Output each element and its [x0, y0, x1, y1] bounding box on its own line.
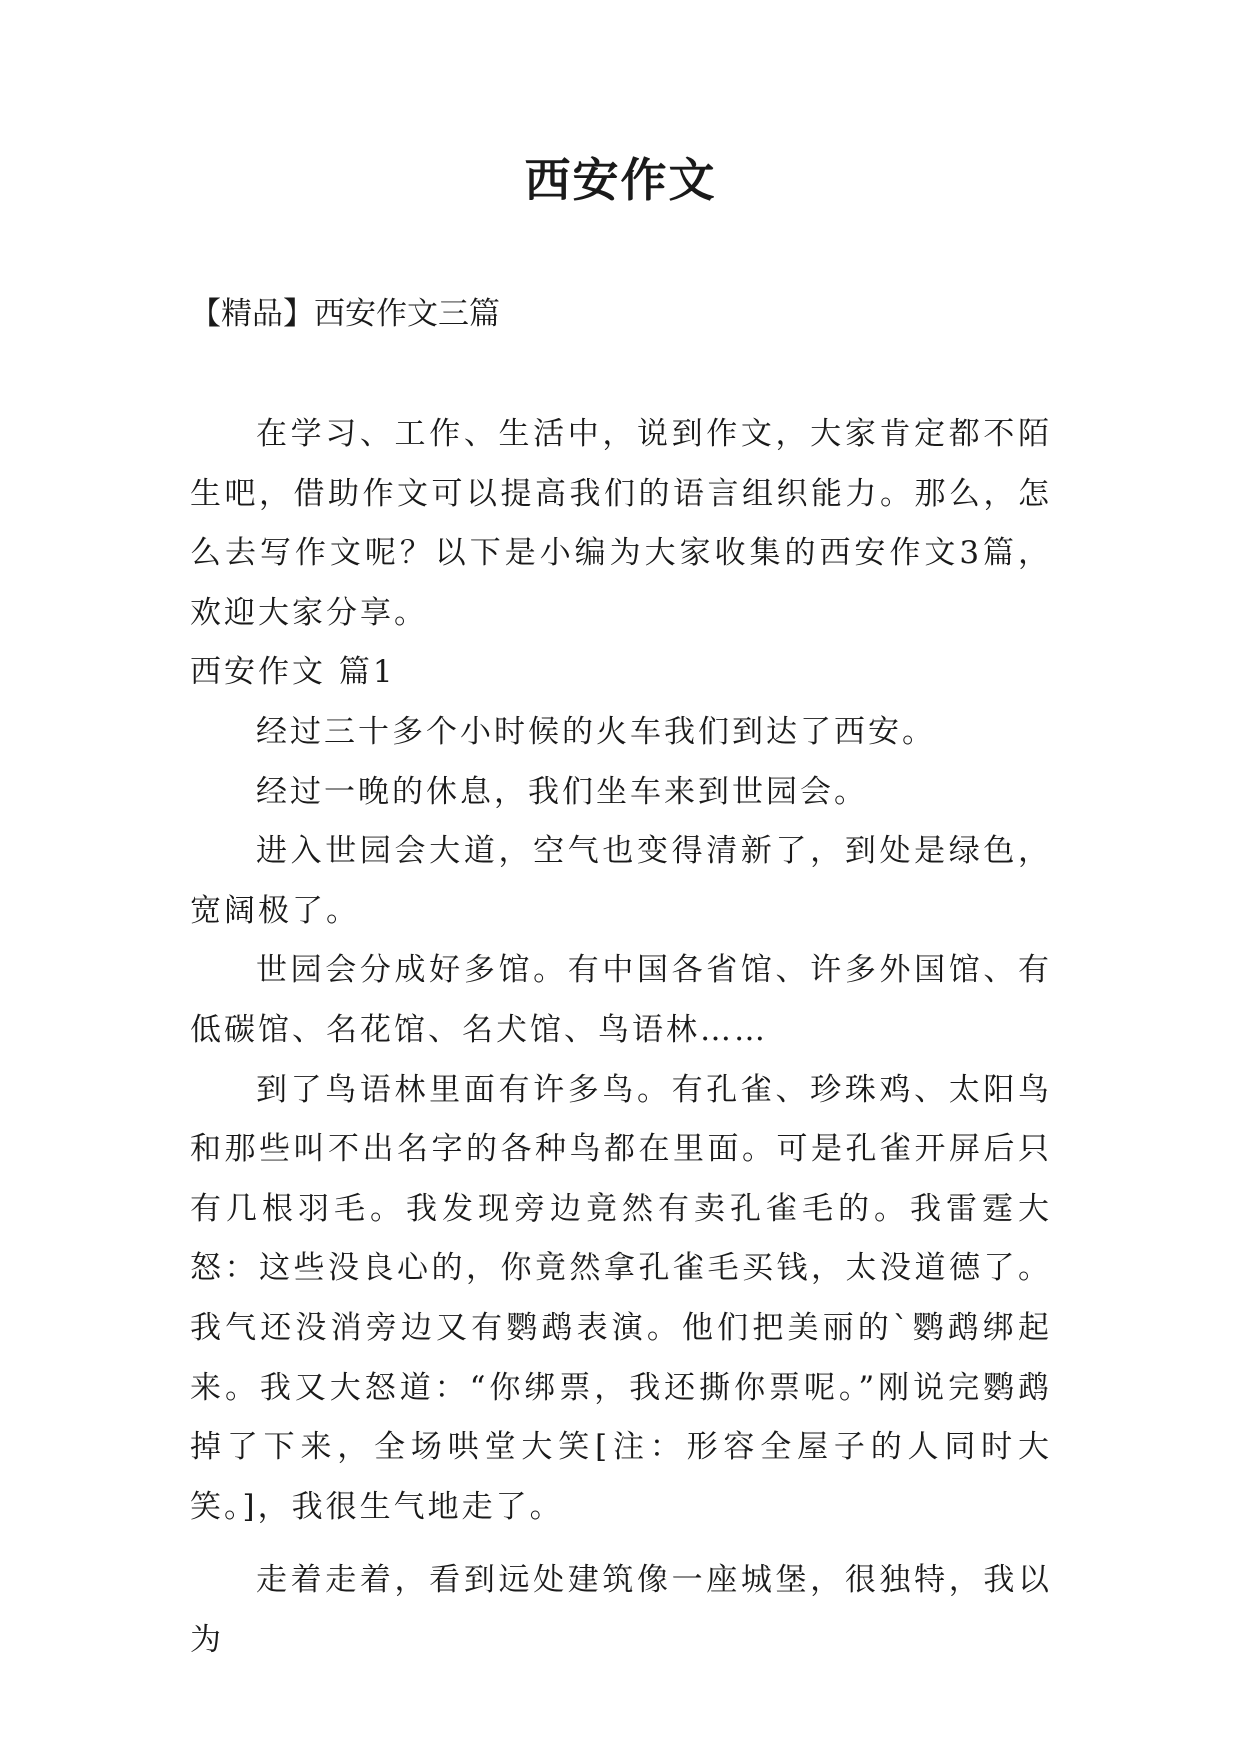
- section-heading: 西安作文 篇1: [190, 654, 396, 691]
- body-paragraph: 进入世园会大道，空气也变得清新了，到处是绿色，宽阔极了。: [190, 833, 1052, 929]
- body-paragraph: 经过一晚的休息，我们坐车来到世园会。: [256, 773, 868, 810]
- body-paragraph: 到了鸟语林里面有许多鸟。有孔雀、珍珠鸡、太阳鸟和那些叫不出名字的各种鸟都在里面。可是孔雀开屏后只有几根羽毛。我发现旁边竟然有卖孔雀毛的。我雷霆大怒：这些没良心的，你竟然拿孔雀毛买钱，太没道德了。我气还没消旁边又有鹦鹉表演。他们把美丽的`鹦鹉绑起来。我又大怒道：“你绑票，我还撕你票呢。”刚说完鹦鹉掉了下来，全场哄堂大笑[注：形容全屋子的人同时大笑。]，我很生气地走了。: [190, 1071, 1052, 1525]
- document-subtitle: 【精品】西安作文三篇: [190, 296, 500, 332]
- body-paragraph: 走着走着，看到远处建筑像一座城堡，很独特，我以为: [190, 1562, 1052, 1658]
- body-paragraph: 世园会分成好多馆。有中国各省馆、许多外国馆、有低碳馆、名花馆、名犬馆、鸟语林……: [190, 952, 1052, 1048]
- document-body: [190, 405, 1052, 1670]
- document-title: 西安作文: [524, 153, 717, 207]
- intro-paragraph: 在学习、工作、生活中，说到作文，大家肯定都不陌生吧，借助作文可以提高我们的语言组织能力。那么，怎么去写作文呢？以下是小编为大家收集的西安作文3篇，欢迎大家分享。: [190, 416, 1052, 631]
- body-paragraph: 经过三十多个小时候的火车我们到达了西安。: [256, 713, 936, 750]
